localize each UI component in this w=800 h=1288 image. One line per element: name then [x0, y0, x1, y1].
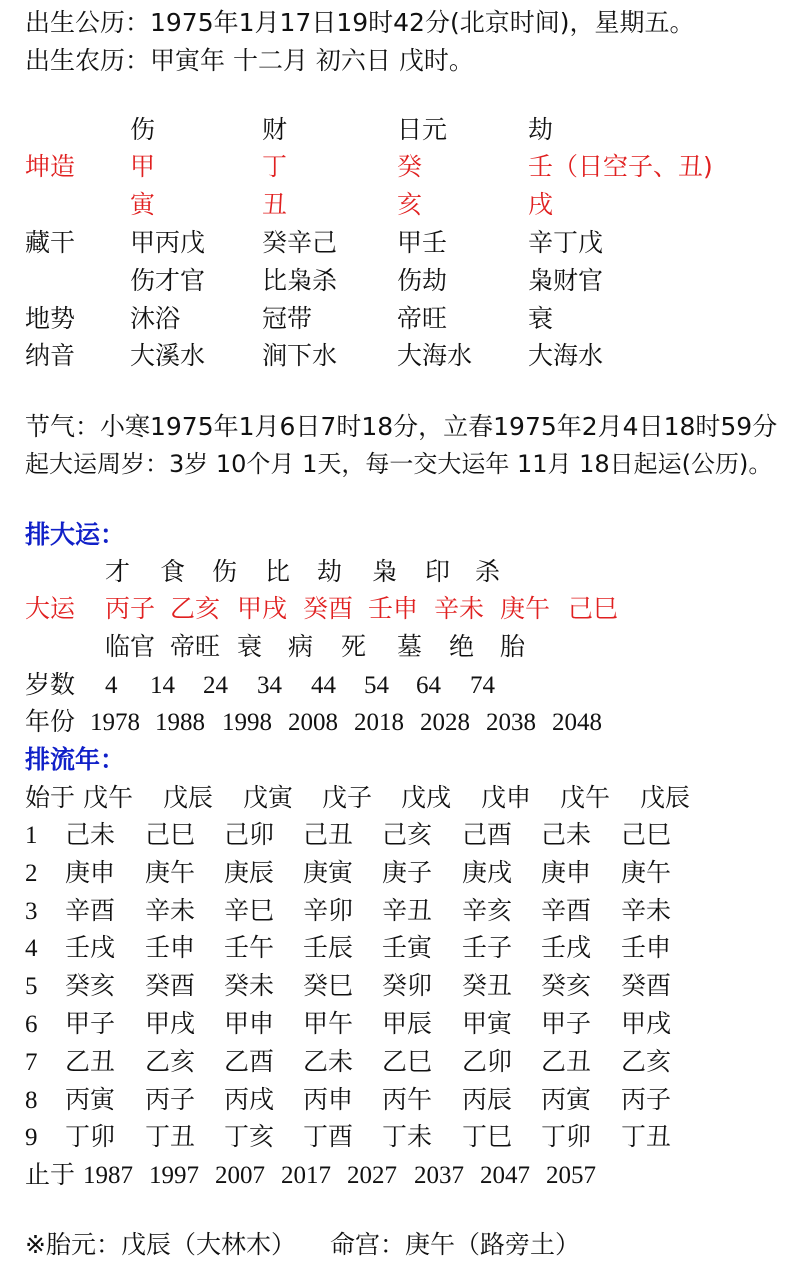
branch-hour: 戌 — [528, 190, 554, 219]
liunian-row-number: 4 — [25, 935, 38, 963]
liunian-cell: 己巳 — [621, 820, 672, 849]
dayun-changsheng-4: 死 — [341, 632, 367, 661]
liunian-cell: 辛巳 — [224, 895, 275, 925]
qiyun-line: 起大运周岁：3岁 10个月 1天，每一交大运年 11月 18日起运(公历)。 — [25, 450, 773, 478]
liunian-cell: 辛丑 — [382, 895, 433, 925]
liunian-cell: 庚寅 — [303, 857, 354, 887]
dayun-shishen-7: 杀 — [475, 557, 501, 586]
nayin-label: 纳音 — [25, 341, 76, 370]
liunian-cell: 甲辰 — [382, 1009, 433, 1038]
liunian-cell: 辛卯 — [303, 895, 354, 925]
canggan-day: 甲壬 — [397, 228, 448, 257]
liunian-cell: 己酉 — [462, 820, 513, 849]
liunian-row-number: 5 — [25, 973, 38, 1001]
canggan-shishen-hour: 枭财官 — [528, 266, 604, 295]
canggan-hour: 辛丁戊 — [528, 228, 604, 257]
liunian-end-0: 1987 — [83, 1162, 133, 1189]
liunian-cell: 丙子 — [145, 1084, 196, 1114]
liunian-row-number: 6 — [25, 1011, 38, 1038]
liunian-cell: 己卯 — [224, 820, 275, 849]
dayun-year-5: 2028 — [420, 709, 470, 736]
minggong-text: 命宫：庚午（路旁土） — [330, 1230, 581, 1259]
stem-hour: 壬（日空子、丑) — [528, 152, 713, 181]
dayun-age-7: 74 — [470, 672, 495, 699]
liunian-cell: 庚午 — [621, 857, 672, 887]
liunian-cell: 己亥 — [382, 820, 433, 849]
liunian-cell: 丁卯 — [65, 1122, 116, 1152]
birth-solar-line: 出生公历：1975年1月17日19时42分(北京时间)，星期五。 — [25, 8, 695, 37]
dayun-changsheng-7: 胎 — [500, 632, 526, 661]
liunian-cell: 丁未 — [382, 1122, 433, 1152]
dayun-year-2: 1998 — [222, 709, 272, 736]
canggan-shishen-month: 比枭杀 — [262, 266, 338, 295]
dayun-age-5: 54 — [364, 672, 389, 699]
liunian-cell: 壬子 — [462, 933, 513, 963]
liunian-cell: 己未 — [541, 820, 592, 849]
dayun-ganzhi-2: 甲戌 — [237, 594, 288, 623]
dayun-year-7: 2048 — [552, 709, 602, 736]
liunian-cell: 庚午 — [145, 857, 196, 887]
dayun-shishen-3: 比 — [265, 557, 291, 586]
dayun-year-label: 年份 — [25, 707, 76, 736]
dayun-year-6: 2038 — [486, 709, 536, 736]
branch-month: 丑 — [262, 190, 288, 219]
liunian-cell: 辛亥 — [462, 895, 513, 925]
dishi-month: 冠带 — [262, 304, 313, 333]
liunian-cell: 壬寅 — [382, 933, 433, 963]
liunian-row-number: 7 — [25, 1048, 38, 1076]
taiyuan-text: ※胎元：戊辰（大林木） — [25, 1230, 296, 1259]
dayun-changsheng-6: 绝 — [449, 632, 475, 661]
liunian-cell: 乙巳 — [382, 1046, 433, 1076]
dayun-shishen-2: 伤 — [212, 557, 238, 586]
canggan-month: 癸辛己 — [262, 228, 338, 257]
liunian-cell: 壬申 — [145, 933, 196, 963]
liunian-end-6: 2047 — [480, 1162, 530, 1189]
liunian-row-number: 8 — [25, 1086, 38, 1114]
liunian-cell: 辛酉 — [65, 895, 116, 925]
liunian-cell: 己巳 — [145, 820, 196, 849]
liunian-cell: 丙子 — [621, 1084, 672, 1114]
liunian-end-2: 2007 — [215, 1162, 265, 1189]
shishen-month: 财 — [262, 115, 288, 144]
liunian-cell: 癸酉 — [621, 971, 672, 1001]
dishi-year: 沐浴 — [130, 304, 181, 333]
dayun-age-4: 44 — [311, 672, 336, 699]
liunian-start-0: 戊午 — [83, 783, 134, 812]
liunian-cell: 甲子 — [541, 1009, 592, 1038]
liunian-row-number: 9 — [25, 1124, 38, 1152]
liunian-cell: 乙亥 — [621, 1046, 672, 1076]
liunian-start-7: 戊辰 — [640, 783, 691, 812]
liunian-cell: 癸亥 — [65, 971, 116, 1001]
liunian-cell: 癸酉 — [145, 971, 196, 1001]
dayun-year-1: 1988 — [155, 709, 205, 736]
dayun-ganzhi-1: 乙亥 — [170, 594, 221, 623]
liunian-end-4: 2027 — [347, 1162, 397, 1189]
liunian-cell: 甲子 — [65, 1009, 116, 1038]
liunian-end-7: 2057 — [546, 1162, 596, 1189]
liunian-start-3: 戊子 — [322, 783, 373, 812]
nayin-month: 涧下水 — [262, 341, 338, 370]
liunian-row-number: 1 — [25, 822, 38, 849]
liunian-cell: 癸巳 — [303, 971, 354, 1001]
liunian-end-label: 止于 — [25, 1160, 76, 1189]
liunian-end-3: 2017 — [281, 1162, 331, 1189]
liunian-cell: 丙辰 — [462, 1084, 513, 1114]
branch-year: 寅 — [130, 190, 156, 219]
dishi-hour: 衰 — [528, 304, 554, 333]
dayun-ganzhi-3: 癸酉 — [303, 594, 354, 623]
liunian-start-6: 戊午 — [560, 783, 611, 812]
dishi-day: 帝旺 — [397, 304, 448, 333]
dayun-changsheng-2: 衰 — [237, 632, 263, 661]
liunian-end-1: 1997 — [149, 1162, 199, 1189]
nayin-year: 大溪水 — [130, 341, 206, 370]
shishen-day: 日元 — [397, 115, 448, 144]
dayun-year-4: 2018 — [354, 709, 404, 736]
dayun-shishen-0: 才 — [105, 557, 131, 586]
liunian-cell: 乙卯 — [462, 1046, 513, 1076]
dayun-ganzhi-6: 庚午 — [500, 594, 551, 623]
liunian-cell: 辛酉 — [541, 895, 592, 925]
dayun-changsheng-3: 病 — [288, 632, 314, 661]
jieqi-line: 节气：小寒1975年1月6日7时18分，立春1975年2月4日18时59分 — [25, 412, 778, 441]
liunian-cell: 丙戌 — [224, 1084, 275, 1114]
dayun-changsheng-5: 墓 — [397, 632, 423, 661]
liunian-cell: 丁亥 — [224, 1122, 275, 1152]
liunian-cell: 乙未 — [303, 1046, 354, 1076]
liunian-start-5: 戊申 — [481, 783, 532, 812]
liunian-cell: 甲申 — [224, 1009, 275, 1038]
shishen-year: 伤 — [130, 115, 156, 144]
liunian-cell: 壬戌 — [541, 933, 592, 963]
liunian-cell: 癸亥 — [541, 971, 592, 1001]
shishen-hour: 劫 — [528, 115, 554, 144]
liunian-cell: 庚戌 — [462, 857, 513, 887]
liunian-cell: 甲戌 — [621, 1009, 672, 1038]
liunian-cell: 癸丑 — [462, 971, 513, 1001]
dayun-label: 大运 — [25, 594, 76, 623]
liunian-cell: 丙申 — [303, 1084, 354, 1114]
liunian-cell: 丙寅 — [65, 1084, 116, 1114]
liunian-cell: 己丑 — [303, 820, 354, 849]
liunian-cell: 壬午 — [224, 933, 275, 963]
liunian-cell: 乙丑 — [541, 1046, 592, 1076]
nayin-hour: 大海水 — [528, 341, 604, 370]
liunian-cell: 乙丑 — [65, 1046, 116, 1076]
dayun-shishen-1: 食 — [160, 557, 186, 586]
liunian-cell: 丁酉 — [303, 1122, 354, 1152]
liunian-start-label: 始于 — [25, 783, 76, 812]
liunian-cell: 己未 — [65, 820, 116, 849]
liunian-row-number: 2 — [25, 859, 38, 887]
liunian-cell: 壬辰 — [303, 933, 354, 963]
liunian-start-4: 戊戌 — [401, 783, 452, 812]
stem-day: 癸 — [397, 152, 423, 181]
liunian-cell: 甲寅 — [462, 1009, 513, 1038]
liunian-cell: 庚子 — [382, 857, 433, 887]
liunian-row-number: 3 — [25, 897, 38, 925]
canggan-shishen-year: 伤才官 — [130, 266, 206, 295]
liunian-cell: 癸未 — [224, 971, 275, 1001]
kunzao-label: 坤造 — [25, 152, 76, 181]
liunian-cell: 庚申 — [541, 857, 592, 887]
birth-lunar-line: 出生农历：甲寅年 十二月 初六日 戊时。 — [25, 46, 474, 75]
dishi-label: 地势 — [25, 304, 76, 333]
liunian-cell: 壬戌 — [65, 933, 116, 963]
liunian-cell: 丁丑 — [621, 1122, 672, 1152]
liunian-cell: 丙寅 — [541, 1084, 592, 1114]
liunian-cell: 甲午 — [303, 1009, 354, 1038]
liunian-cell: 甲戌 — [145, 1009, 196, 1038]
liunian-cell: 癸卯 — [382, 971, 433, 1001]
dayun-age-6: 64 — [416, 672, 441, 699]
branch-day: 亥 — [397, 190, 423, 219]
dayun-age-3: 34 — [257, 672, 282, 699]
liunian-end-5: 2037 — [414, 1162, 464, 1189]
liunian-cell: 壬申 — [621, 933, 672, 963]
liunian-cell: 丙午 — [382, 1084, 433, 1114]
dayun-changsheng-1: 帝旺 — [170, 632, 221, 661]
liunian-cell: 乙酉 — [224, 1046, 275, 1076]
dayun-shishen-4: 劫 — [317, 557, 343, 586]
stem-month: 丁 — [262, 152, 288, 181]
dayun-changsheng-0: 临官 — [105, 632, 156, 661]
liunian-cell: 丁丑 — [145, 1122, 196, 1152]
liunian-cell: 丁卯 — [541, 1122, 592, 1152]
liunian-start-1: 戊辰 — [163, 783, 214, 812]
liunian-cell: 乙亥 — [145, 1046, 196, 1076]
dayun-ganzhi-5: 辛未 — [434, 594, 485, 623]
dayun-age-1: 14 — [150, 672, 175, 699]
canggan-label: 藏干 — [25, 228, 76, 257]
liunian-cell: 辛未 — [145, 895, 196, 925]
dayun-year-0: 1978 — [90, 709, 140, 736]
liunian-cell: 辛未 — [621, 895, 672, 925]
dayun-heading: 排大运： — [25, 520, 126, 549]
liunian-cell: 庚申 — [65, 857, 116, 887]
dayun-year-3: 2008 — [288, 709, 338, 736]
dayun-age-0: 4 — [105, 672, 118, 699]
liunian-cell: 丁巳 — [462, 1122, 513, 1152]
dayun-age-2: 24 — [203, 672, 228, 699]
dayun-shishen-5: 枭 — [372, 557, 398, 586]
dayun-age-label: 岁数 — [25, 670, 76, 699]
stem-year: 甲 — [130, 152, 156, 181]
liunian-heading: 排流年： — [25, 745, 126, 774]
liunian-cell: 庚辰 — [224, 857, 275, 887]
dayun-ganzhi-0: 丙子 — [105, 594, 156, 623]
dayun-shishen-6: 印 — [425, 557, 451, 586]
dayun-ganzhi-4: 壬申 — [368, 594, 419, 623]
nayin-day: 大海水 — [397, 341, 473, 370]
dayun-ganzhi-7: 己巳 — [568, 594, 619, 623]
canggan-shishen-day: 伤劫 — [397, 266, 448, 295]
canggan-year: 甲丙戊 — [130, 228, 206, 257]
liunian-start-2: 戊寅 — [243, 783, 294, 812]
